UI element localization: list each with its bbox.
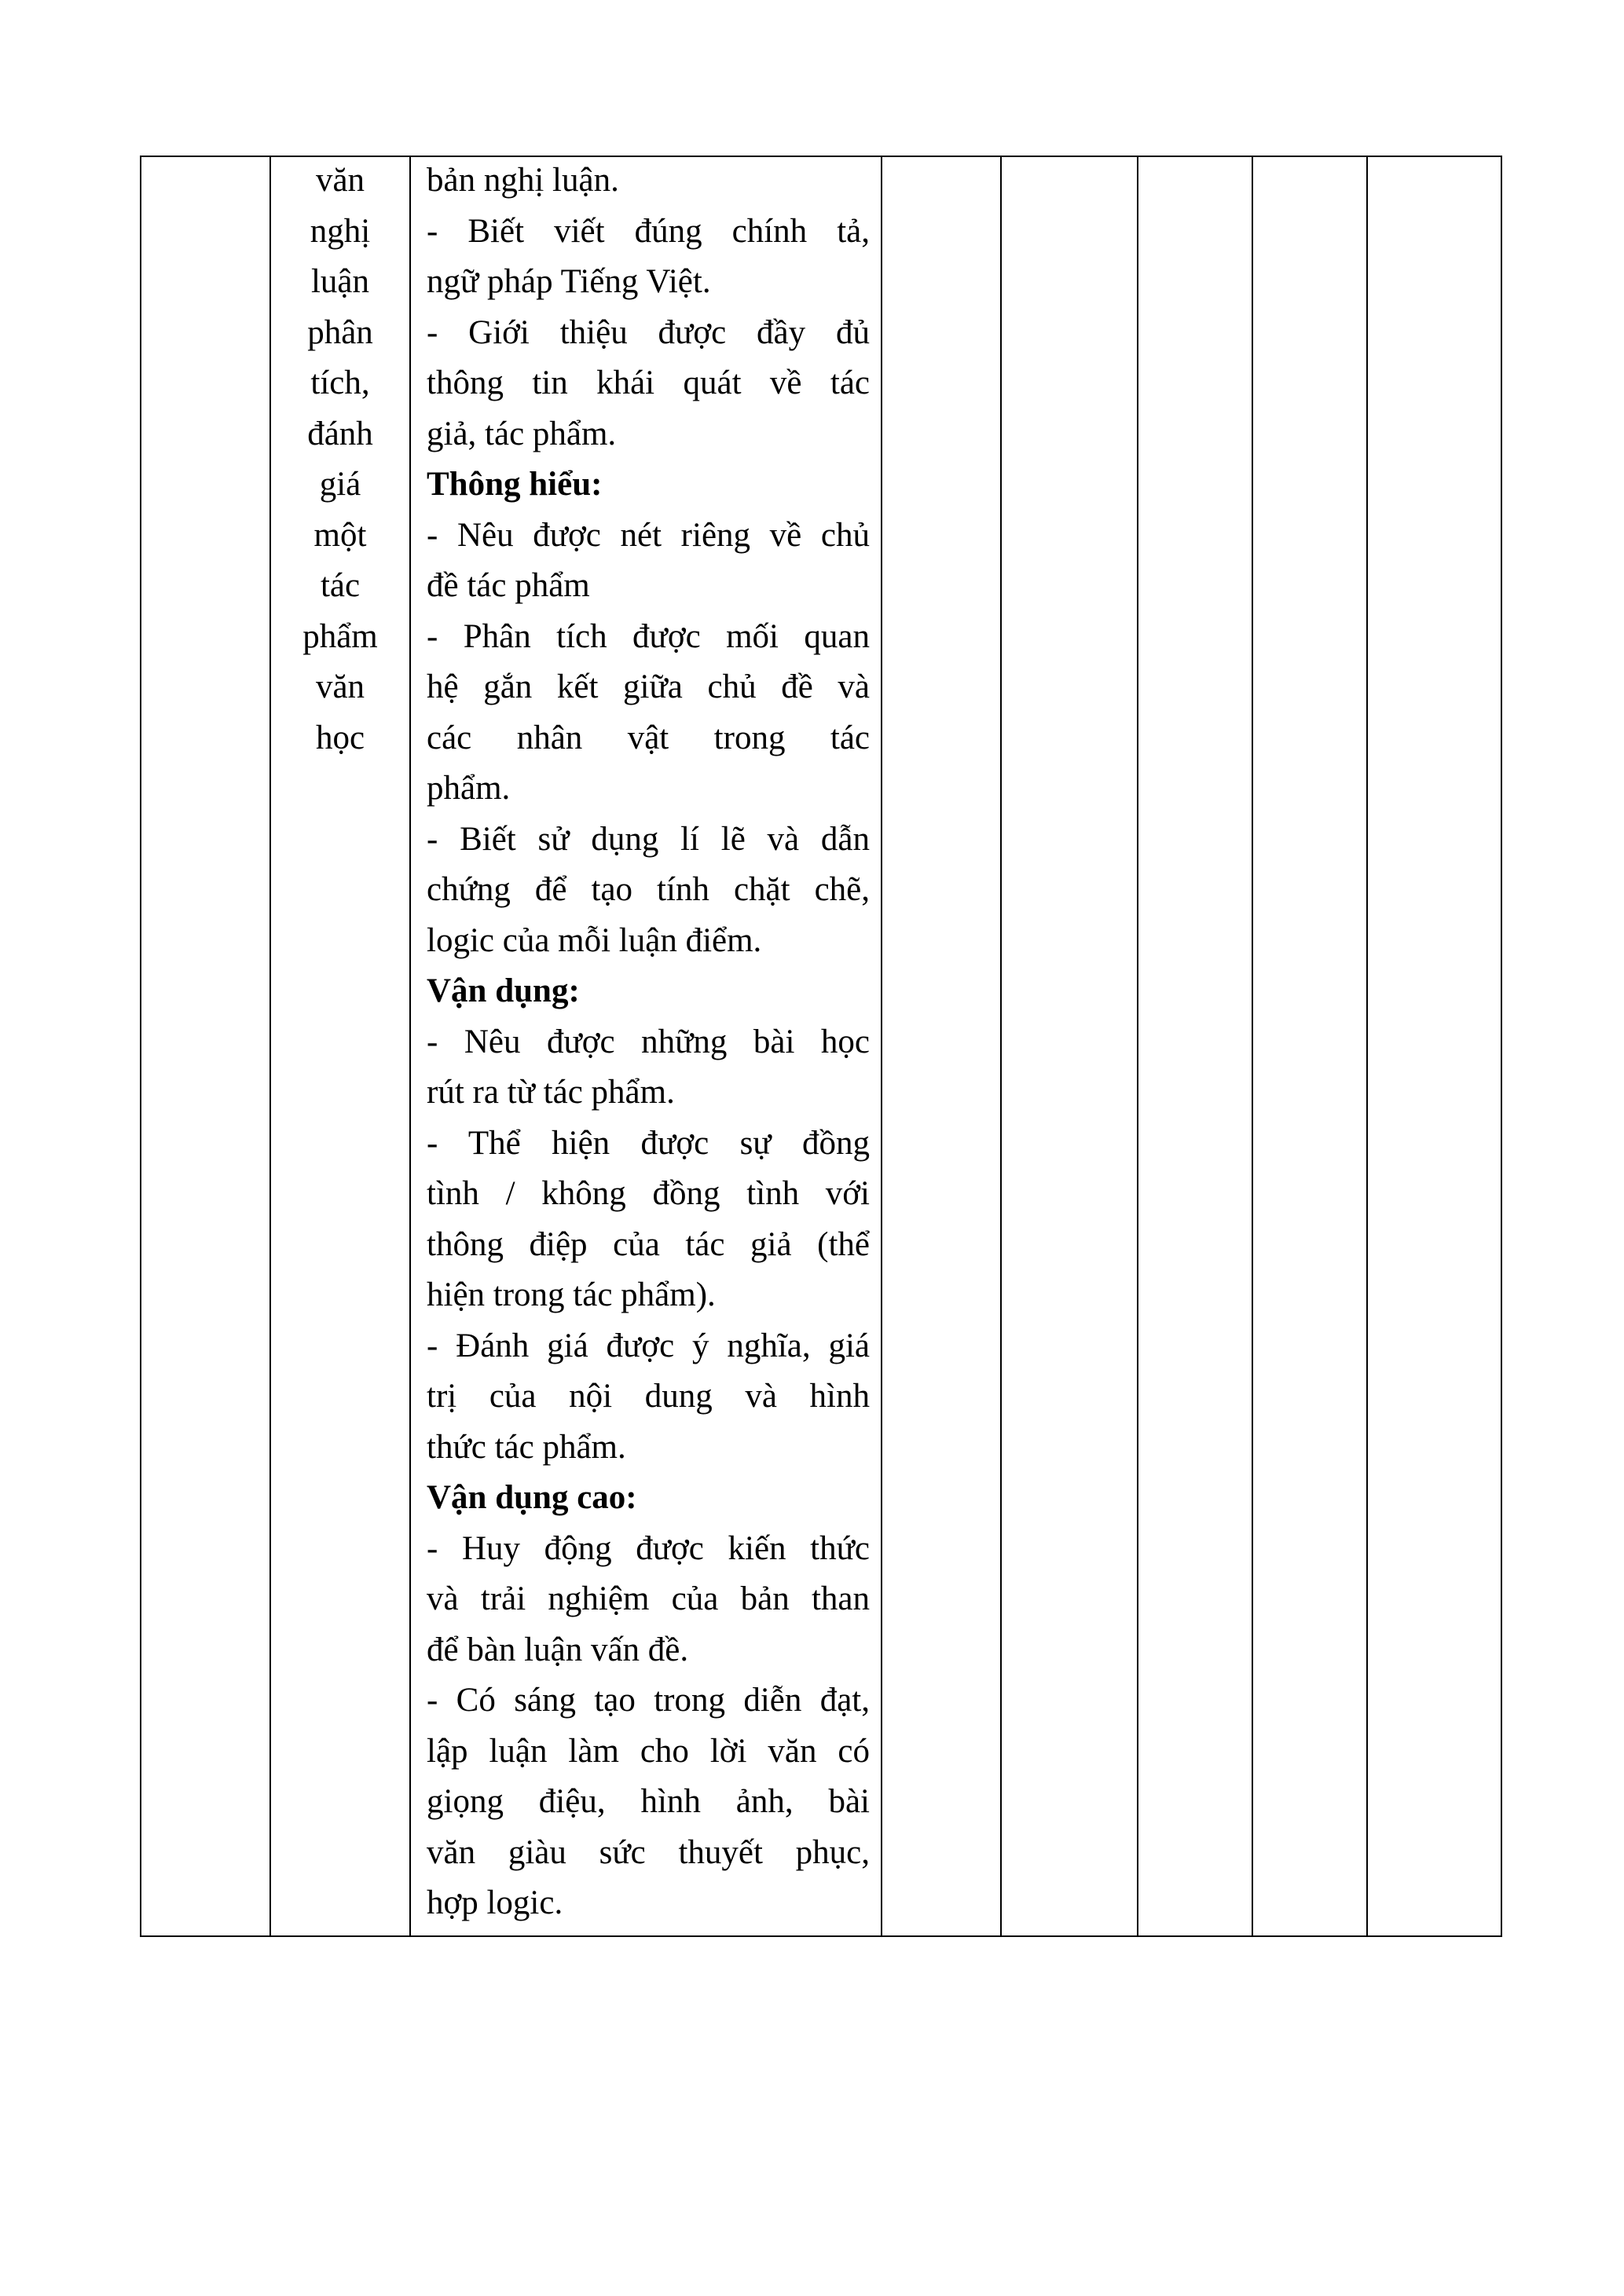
- description-line: rút ra từ tác phẩm.: [427, 1074, 675, 1111]
- topic-text: [271, 156, 409, 773]
- description-line: hiện trong tác phẩm).: [427, 1276, 716, 1313]
- description-line: - Huy động được kiến thức: [427, 1529, 870, 1567]
- description-line: giả, tác phẩm.: [427, 415, 617, 452]
- description-line: phẩm.: [427, 770, 511, 807]
- description-line: thông tin khái quát về tác: [427, 364, 870, 401]
- topic-word: tác: [320, 567, 361, 604]
- topic-word: phẩm: [302, 617, 378, 655]
- description-line: - Giới thiệu được đầy đủ: [427, 313, 870, 351]
- description-line: hợp logic.: [427, 1884, 563, 1921]
- description-text: [411, 156, 881, 1935]
- description-line: để bàn luận vấn đề.: [427, 1631, 689, 1668]
- topic-word: văn: [315, 668, 365, 705]
- topic-word: nghị: [310, 212, 371, 250]
- description-line: văn giàu sức thuyết phục,: [427, 1833, 870, 1871]
- description-line: và trải nghiệm của bản than: [427, 1580, 870, 1617]
- description-line: giọng điệu, hình ảnh, bài: [427, 1783, 870, 1820]
- description-line: - Thể hiện được sự đồng: [427, 1124, 870, 1162]
- topic-word: luận: [310, 263, 370, 300]
- matrix-table: [140, 156, 1502, 1937]
- description-line: lập luận làm cho lời văn có: [427, 1732, 870, 1770]
- level-heading: Vận dụng cao:: [427, 1479, 637, 1516]
- description-line: trị của nội dung và hình: [427, 1378, 870, 1415]
- description-line: thức tác phẩm.: [427, 1428, 626, 1466]
- level-heading: Vận dụng:: [427, 972, 580, 1009]
- topic-word: phân: [307, 313, 373, 351]
- topic-word: một: [313, 516, 367, 554]
- empty-cell-comprehension: [1001, 156, 1138, 1936]
- topic-word: đánh: [307, 415, 373, 452]
- description-line: - Nêu được nét riêng về chủ: [427, 516, 870, 554]
- empty-cell-advanced-application: [1252, 156, 1367, 1936]
- topic-word: văn: [315, 162, 365, 199]
- description-line: logic của mỗi luận điểm.: [427, 921, 762, 959]
- topic-cell: [270, 156, 410, 1936]
- description-line: các nhân vật trong tác: [427, 719, 870, 756]
- description-line: bản nghị luận.: [427, 162, 619, 199]
- empty-cell-order: [141, 156, 270, 1936]
- description-line: - Nêu được những bài học: [427, 1023, 870, 1060]
- topic-word: tích,: [310, 364, 370, 401]
- description-line: - Đánh giá được ý nghĩa, giá: [427, 1327, 870, 1364]
- topic-word: học: [315, 719, 365, 756]
- description-line: - Biết viết đúng chính tả,: [427, 212, 870, 250]
- description-line: - Có sáng tạo trong diễn đạt,: [427, 1682, 870, 1719]
- description-line: - Biết sử dụng lí lẽ và dẫn: [427, 820, 870, 858]
- level-heading: Thông hiểu:: [427, 466, 603, 503]
- description-line: ngữ pháp Tiếng Việt.: [427, 263, 711, 300]
- topic-word: giá: [319, 466, 361, 503]
- table-row: [141, 156, 1501, 1936]
- description-line: thông điệp của tác giả (thể: [427, 1225, 870, 1263]
- description-cell: [410, 156, 882, 1936]
- description-line: chứng để tạo tính chặt chẽ,: [427, 871, 870, 908]
- description-line: hệ gắn kết giữa chủ đề và: [427, 668, 870, 705]
- empty-cell-recognition: [882, 156, 1001, 1936]
- description-line: tình / không đồng tình với: [427, 1175, 870, 1212]
- empty-cell-total: [1367, 156, 1501, 1936]
- description-line: đề tác phẩm: [427, 567, 590, 604]
- empty-cell-application: [1138, 156, 1252, 1936]
- description-line: - Phân tích được mối quan: [427, 617, 870, 655]
